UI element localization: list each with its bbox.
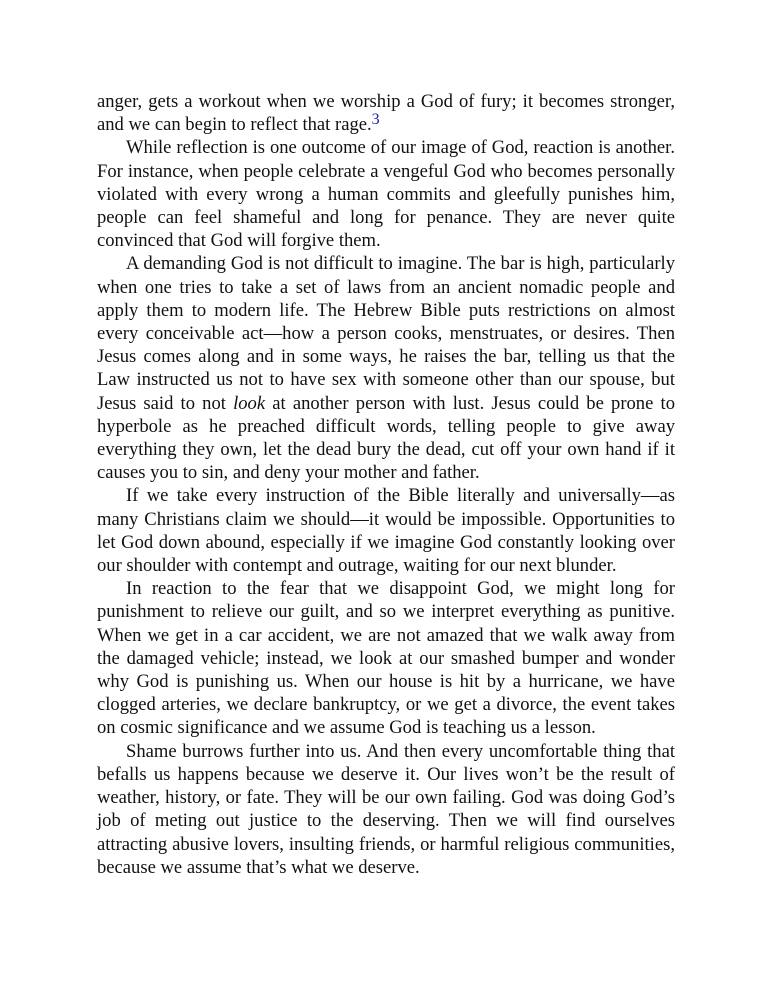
paragraph: Shame burrows further into us. And then every uncomfortable thing that befalls us happens because we deserve it. Our lives won’t be the result of weather, history, or fate. They will be our own failing. God was doing God’s job of meting out justice to the deserving. Then we will find ourselves attracting abusive lovers, insulting friends, or harmful religious communities, because we assume that’s what we deserve. (97, 740, 675, 878)
paragraph: While reflection is one outcome of our image of God, reaction is another. For instance, when people celebrate a vengeful God who becomes personally violated with every wrong a human commits and gleefully punishes him, people can feel shameful and long for penance. They are never quite convinced that God will forgive them. (97, 137, 675, 252)
paragraph-text: A demanding God is not difficult to imagine. The bar is high, particularly when one tries to take a set of laws from an ancient nomadic people and apply them to modern life. The Hebrew Bible puts restrictions on almost every conceivable act—how a person cooks, menstruates, or desires. Then Jesus comes along and in some ways, he raises the bar, telling us that the Law instructed us not to have sex with someone other than our spouse, but Jesus said to not (97, 253, 675, 414)
paragraph-continuation (97, 90, 675, 136)
page-body (97, 90, 675, 879)
paragraph (97, 252, 675, 484)
emphasized-word: look (233, 392, 266, 414)
paragraph-text: at another person with lust. Jesus could be prone to hyperbole as he preached difficult words, telling people to give away everything they own, let the dead bury the dead, cut off your own hand if it causes you to sin, and deny your mother and father. (97, 392, 675, 484)
paragraph: In reaction to the fear that we disappoint God, we might long for punishment to relieve our guilt, and so we interpret everything as punitive. When we get in a car accident, we are not amazed that we walk away from the damaged vehicle; instead, we look at our smashed bumper and wonder why God is punishing us. When our house is hit by a hurricane, we have clogged arteries, we declare bankruptcy, or we get a divorce, the event takes on cosmic significance and we assume God is teaching us a lesson. (97, 578, 675, 739)
footnote-marker[interactable]: 3 (371, 111, 380, 129)
paragraph: If we take every instruction of the Bible literally and universally—as many Christians claim we should—it would be impossible. Opportunities to let God down abound, especially if we imagine God constantly looking over our shoulder with contempt and outrage, waiting for our next blunder. (97, 485, 675, 577)
paragraph-text: anger, gets a workout when we worship a God of fury; it becomes stronger, and we can begin to reflect that rage. (97, 91, 675, 136)
